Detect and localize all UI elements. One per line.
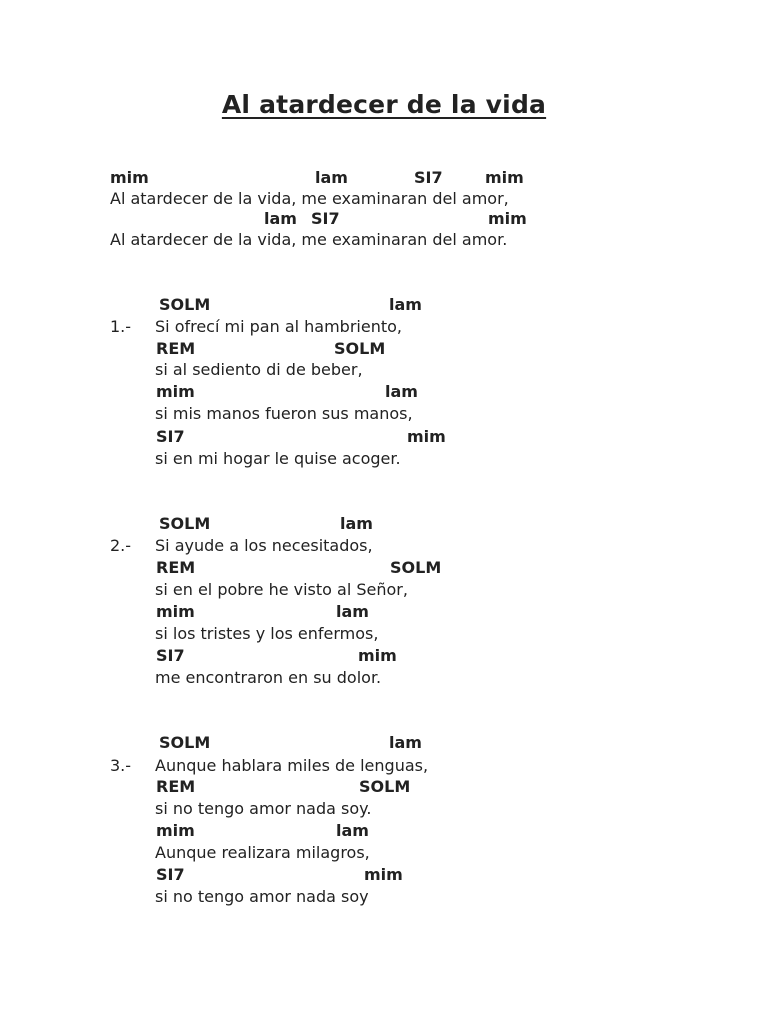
chord: lam (264, 209, 297, 228)
chord: lam (336, 602, 369, 621)
chord: lam (385, 382, 418, 401)
chord: SOLM (159, 733, 211, 752)
song-title: Al atardecer de la vida (221, 90, 547, 119)
chord: mim (488, 209, 527, 228)
chord: lam (340, 514, 373, 533)
chord: mim (364, 865, 403, 884)
chord: SI7 (156, 865, 185, 884)
chord: lam (389, 733, 422, 752)
chord: REM (156, 777, 196, 796)
chord: mim (156, 382, 195, 401)
lyric-line: Aunque hablara miles de lenguas, (155, 756, 429, 775)
chord: mim (407, 427, 446, 446)
verse-number: 3.- (110, 756, 132, 775)
verse-number: 1.- (110, 317, 132, 336)
lyric-line: Al atardecer de la vida, me examinaran del amor. (110, 230, 508, 249)
chord: mim (156, 821, 195, 840)
lyric-line: si no tengo amor nada soy (155, 887, 369, 906)
lyric-line: si en el pobre he visto al Señor, (155, 580, 408, 599)
lyric-line: Si ayude a los necesitados, (155, 536, 373, 555)
chord: SOLM (159, 514, 211, 533)
lyric-line: me encontraron en su dolor. (155, 668, 382, 687)
chord: lam (315, 168, 348, 187)
chord: SOLM (159, 295, 211, 314)
lyric-line: Aunque realizara milagros, (155, 843, 370, 862)
chord: SOLM (390, 558, 442, 577)
chord: REM (156, 339, 196, 358)
lyric-line: si en mi hogar le quise acoger. (155, 449, 401, 468)
chord: SOLM (334, 339, 386, 358)
lyric-line: si mis manos fueron sus manos, (155, 404, 413, 423)
lyric-line: si los tristes y los enfermos, (155, 624, 379, 643)
lyric-line: si no tengo amor nada soy. (155, 799, 372, 818)
chord: REM (156, 558, 196, 577)
lyric-line: si al sediento di de beber, (155, 360, 363, 379)
chord: mim (358, 646, 397, 665)
chord: SOLM (359, 777, 411, 796)
chord: SI7 (156, 427, 185, 446)
chord: lam (336, 821, 369, 840)
chord: mim (110, 168, 149, 187)
lyric-line: Al atardecer de la vida, me examinaran del amor, (110, 189, 509, 208)
chord: mim (156, 602, 195, 621)
lyric-line: Si ofrecí mi pan al hambriento, (155, 317, 402, 336)
chord: SI7 (311, 209, 340, 228)
chord: SI7 (156, 646, 185, 665)
chord: lam (389, 295, 422, 314)
chord: SI7 (414, 168, 443, 187)
verse-number: 2.- (110, 536, 132, 555)
chord: mim (485, 168, 524, 187)
